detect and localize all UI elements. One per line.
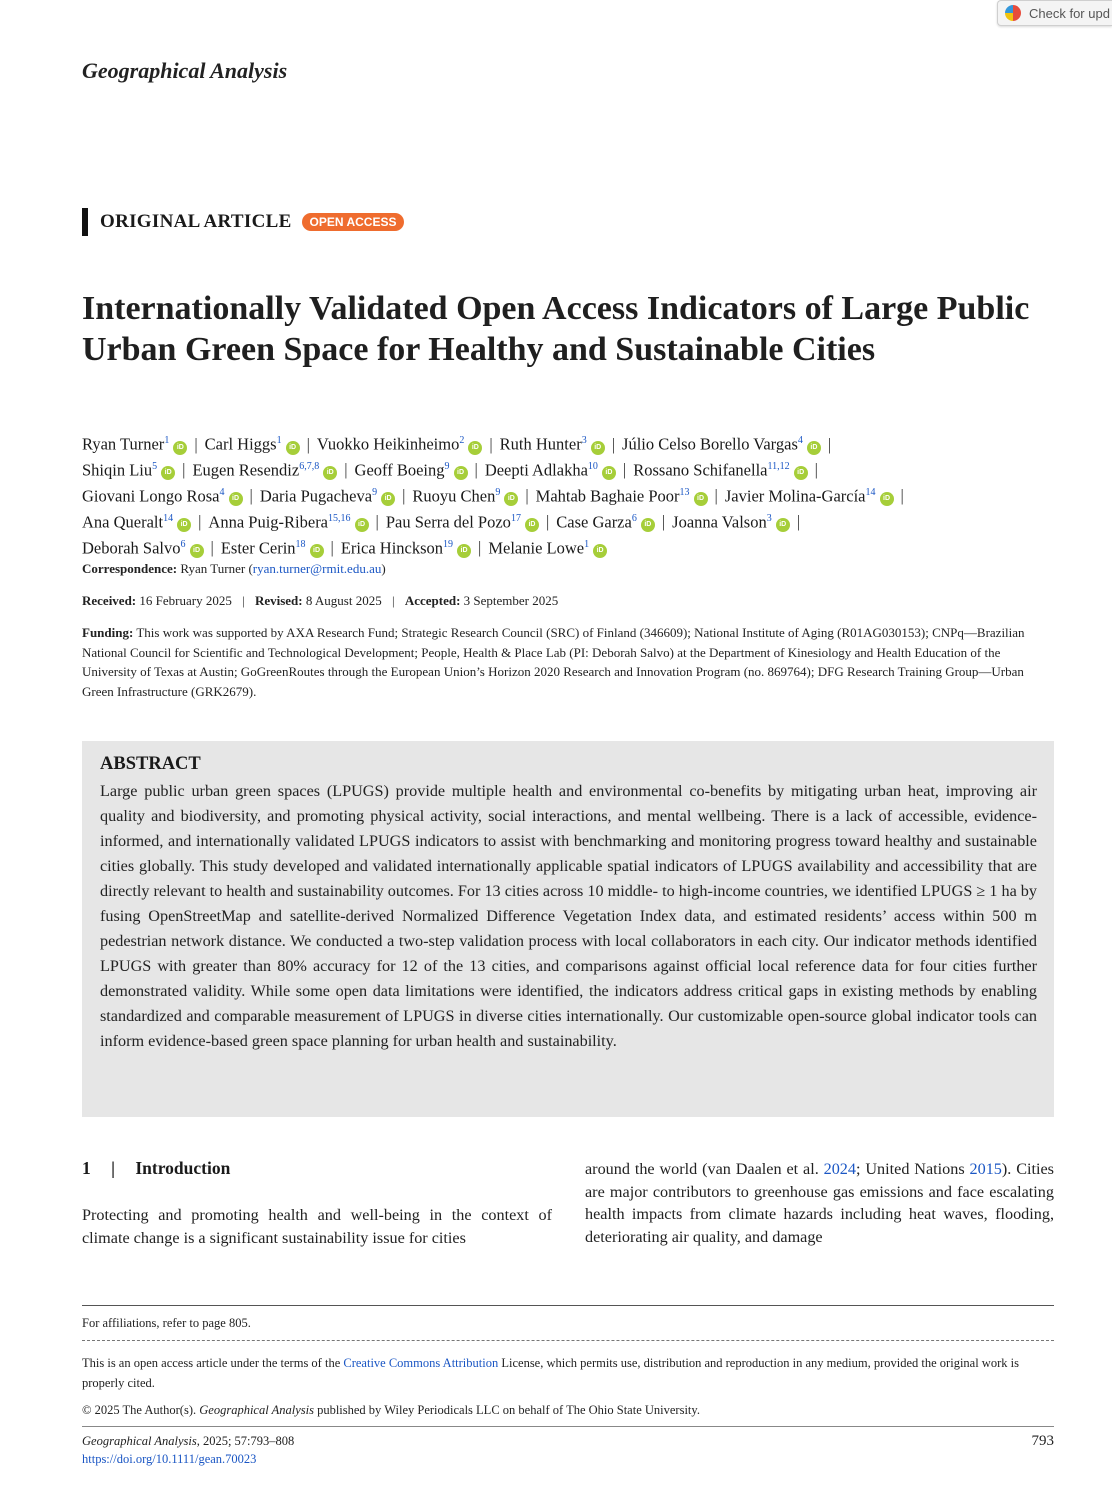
author-separator: |: [714, 486, 718, 506]
author-name: Eugen Resendiz: [192, 460, 300, 480]
abstract-box: [82, 741, 1054, 1117]
funding: [82, 623, 1057, 701]
orcid-icon[interactable]: iD: [776, 518, 790, 532]
orcid-icon[interactable]: iD: [173, 441, 187, 455]
author-affiliation: 11,12: [767, 460, 790, 472]
author-separator: |: [814, 460, 818, 480]
author-affiliation: 18: [295, 538, 306, 550]
orcid-icon[interactable]: iD: [457, 544, 471, 558]
author-affiliation: 4: [797, 435, 803, 446]
correspondence-name: Ryan Turner (: [180, 561, 253, 576]
author-line: [82, 456, 1062, 482]
section-number: 1: [82, 1158, 91, 1178]
author-name: Case Garza: [556, 512, 632, 532]
article-type-bar: [82, 208, 88, 236]
author-name: Melanie Lowe: [488, 538, 585, 558]
author-separator: |: [545, 512, 550, 532]
author-name: Javier Molina-García: [724, 486, 866, 506]
abstract-heading: ABSTRACT: [100, 754, 201, 774]
intro-right-text-c: ). Cities are major contributors to greenhouse gas emissions and face escalating health impacts from climate hazards including heat waves, flooding, deteriorating air quality, and damage: [585, 1160, 1054, 1246]
author-separator: |: [900, 486, 904, 506]
author-separator: |: [474, 460, 478, 480]
copyright-note: [82, 1400, 700, 1420]
author-name: Pau Serra del Pozo: [385, 512, 511, 532]
orcid-icon[interactable]: iD: [161, 466, 175, 480]
author-separator: |: [375, 512, 379, 532]
author-name: Deborah Salvo: [82, 538, 181, 558]
orcid-icon[interactable]: iD: [468, 441, 482, 455]
author-affiliation: 14: [163, 512, 174, 524]
author-name: Carl Higgs: [204, 434, 277, 454]
funding-label: Funding:: [82, 625, 134, 640]
article-type: [82, 208, 404, 236]
author-separator: |: [478, 538, 482, 558]
author-separator: |: [525, 486, 529, 506]
author-separator: |: [249, 486, 253, 506]
accepted-label: Accepted:: [404, 593, 461, 608]
author-separator: |: [182, 460, 186, 480]
intro-right-text-a: around the world (van Daalen et al.: [585, 1160, 824, 1178]
author-affiliation: 10: [587, 460, 598, 472]
author-name: Geoff Boeing: [354, 460, 445, 480]
page-number: 793: [1031, 1433, 1054, 1449]
author-affiliation: 9: [372, 486, 378, 498]
article-dates: Received: 16 February 2025 | Revised: 8 August 2025 | Accepted: 3 September 2025: [82, 593, 559, 608]
author-name: Erica Hinckson: [340, 538, 444, 558]
author-affiliation: 14: [865, 486, 876, 498]
orcid-icon[interactable]: iD: [323, 466, 337, 480]
author-separator: |: [330, 538, 334, 558]
citation-rule: [82, 1426, 1054, 1427]
license-note: [82, 1353, 1057, 1393]
author-name: Rossano Schifanella: [633, 460, 768, 480]
author-separator: |: [622, 460, 627, 480]
author-affiliation: 9: [444, 460, 450, 472]
author-affiliation: 1: [276, 435, 282, 446]
orcid-icon[interactable]: iD: [286, 441, 300, 455]
author-name: Ruoyu Chen: [412, 486, 496, 506]
copyright-text-b: published by Wiley Periodicals LLC on behalf of The Ohio State University.: [313, 1403, 700, 1417]
orcid-icon[interactable]: iD: [190, 544, 204, 558]
orcid-icon[interactable]: iD: [504, 492, 518, 506]
footer-rule: [82, 1305, 1054, 1306]
intro-right-text-b: ; United Nations: [855, 1160, 970, 1178]
orcid-icon[interactable]: iD: [177, 518, 191, 532]
citation: [82, 1432, 294, 1468]
affiliations-note: For affiliations, refer to page 805.: [82, 1316, 251, 1330]
orcid-icon[interactable]: iD: [602, 466, 616, 480]
orcid-icon[interactable]: iD: [229, 492, 243, 506]
correspondence-email[interactable]: ryan.turner@rmit.edu.au: [252, 561, 382, 576]
author-separator: |: [344, 460, 348, 480]
author-separator: |: [306, 434, 310, 454]
funding-text: This work was supported by AXA Research Fund; Strategic Research Council (SRC) of Finland (346609); National Institute of Aging (R01AG030153); CNPq—Brazilian National Council for Scientific and Technological Development; People, Health & Place Lab (PI: Deborah Salvo) at the Department of Kinesiology and Health Education of the University of Texas at Austin; GoGreenRoutes through the European Union’s Horizon 2020 Research and Innovation Program (no. 869764); DFG Research Training Group—Urban Green Infrastructure (GRK2679).: [82, 625, 1025, 699]
revised-date: 8 August 2025: [305, 593, 382, 608]
orcid-icon[interactable]: iD: [807, 441, 821, 455]
author-affiliation: 3: [581, 435, 587, 446]
author-line: [82, 482, 1062, 508]
author-name: Mahtab Baghaie Poor: [535, 486, 680, 506]
orcid-icon[interactable]: iD: [454, 466, 468, 480]
doi-link[interactable]: https://doi.org/10.1111/gean.70023: [82, 1452, 257, 1466]
author-line: [82, 508, 1062, 534]
received-date: 16 February 2025: [139, 593, 232, 608]
correspondence-label: Correspondence:: [82, 561, 178, 576]
author-affiliation: 6,7,8: [299, 460, 320, 472]
abstract-text: Large public urban green spaces (LPUGS) provide multiple health and environmental co-benefits by mitigating urban heat, improving air quality and biodiversity, and promoting physical activity, social interactions, and mental wellbeing. There is a lack of accessible, evidence-informed, and internationally validated LPUGS indicators to assist with benchmarking and monitoring progress toward healthy and sustainable cities globally. This study developed and validated internationally applicable spatial indicators of LPUGS availability and accessibility that are directly relevant to health and sustainability outcomes. For 13 cities across 10 middle- to high-income countries, we identified LPUGS ≥ 1 ha by fusing OpenStreetMap and satellite-derived Normalized Difference Vegetation Index data, and estimated residents’ access within 500 m pedestrian network distance. We conducted a two-step validation process with local collaborators in each city. Our indicator methods identified LPUGS with greater than 80% accuracy for 12 of the 13 cities, and comparisons against official local reference data for four cities further demonstrated validity. While some open data limitations were identified, the indicators address critical gaps in existing methods by enabling standardized and comparable measurement of LPUGS in diverse cities internationally. Our customizable open-source global indicator tools can inform evidence-based green space planning for urban health and sustainability.: [100, 782, 1037, 1050]
author-name: Deepti Adlakha: [484, 460, 588, 480]
license-text-a: This is an open access article under the terms of the: [82, 1356, 344, 1370]
license-link[interactable]: Creative Commons Attribution: [343, 1356, 499, 1370]
citation-link-2024[interactable]: 2024: [823, 1160, 856, 1178]
author-affiliation: 6: [180, 538, 186, 550]
journal-name: Geographical Analysis: [82, 58, 288, 83]
author-line: [82, 534, 1062, 560]
author-name: Ester Cerin: [220, 538, 296, 558]
revised-label: Revised:: [254, 593, 303, 608]
orcid-icon[interactable]: iD: [310, 544, 324, 558]
crossmark-icon: [1005, 5, 1021, 21]
author-separator: |: [194, 434, 198, 454]
author-separator: |: [402, 486, 406, 506]
author-separator: |: [796, 512, 801, 532]
section-title: Introduction: [135, 1158, 231, 1178]
orcid-icon[interactable]: iD: [591, 441, 605, 455]
orcid-icon[interactable]: iD: [794, 466, 808, 480]
author-affiliation: 3: [766, 512, 772, 524]
author-name: Giovani Longo Rosa: [82, 486, 220, 506]
article-type-label: ORIGINAL ARTICLE: [100, 211, 292, 232]
footer-dashed-rule: [82, 1340, 1054, 1341]
intro-left-column: Protecting and promoting health and well-being in the context of climate change is a significant sustainability issue for cities: [82, 1206, 552, 1247]
author-affiliation: 19: [443, 538, 454, 550]
author-affiliation: 2: [459, 435, 465, 446]
open-access-badge: OPEN ACCESS: [302, 213, 405, 231]
intro-right-column: [585, 1158, 1054, 1248]
article-title: Internationally Validated Open Access Indicators of Large Public Urban Green Space for Healthy and Sustainable Cities: [82, 290, 1030, 368]
orcid-icon[interactable]: iD: [593, 544, 607, 558]
author-affiliation: 1: [584, 538, 590, 550]
author-affiliation: 9: [495, 486, 501, 498]
author-affiliation: 17: [510, 512, 521, 524]
author-affiliation: 15,16: [328, 512, 351, 524]
author-line: [82, 430, 1062, 456]
orcid-icon[interactable]: iD: [694, 492, 708, 506]
author-separator: |: [661, 512, 666, 532]
author-name: Ruth Hunter: [499, 434, 582, 454]
author-name: Júlio Celso Borello Vargas: [622, 434, 798, 454]
author-separator: |: [611, 434, 616, 454]
accepted-date: 3 September 2025: [463, 593, 559, 608]
copyright-journal: Geographical Analysis: [199, 1403, 314, 1417]
citation-details: , 2025; 57:793–808: [196, 1434, 295, 1448]
copyright-text-a: © 2025 The Author(s).: [82, 1403, 200, 1417]
received-label: Received:: [82, 593, 137, 608]
check-for-updates-button[interactable]: [997, 0, 1112, 26]
author-affiliation: 5: [152, 460, 158, 472]
author-separator: |: [489, 434, 493, 454]
author-separator: |: [198, 512, 202, 532]
check-for-updates-label: Check for upd: [1029, 5, 1110, 21]
author-name: Ryan Turner: [82, 434, 165, 454]
author-name: Anna Puig-Ribera: [208, 512, 329, 532]
author-affiliation: 4: [219, 486, 225, 498]
orcid-icon[interactable]: iD: [355, 518, 369, 532]
orcid-icon[interactable]: iD: [381, 492, 395, 506]
orcid-icon[interactable]: iD: [641, 518, 655, 532]
author-separator: |: [827, 434, 832, 454]
author-affiliation: 1: [164, 435, 170, 446]
section-separator: |: [111, 1158, 115, 1178]
section-heading: [82, 1158, 230, 1179]
author-affiliation: 6: [631, 512, 637, 524]
author-name: Shiqin Liu: [82, 460, 153, 480]
correspondence-close: ): [381, 561, 386, 576]
author-name: Daria Pugacheva: [259, 486, 373, 506]
author-name: Ana Queralt: [82, 512, 164, 532]
author-name: Joanna Valson: [672, 512, 767, 532]
citation-journal: Geographical Analysis: [82, 1434, 197, 1448]
author-separator: |: [210, 538, 214, 558]
correspondence: [82, 559, 386, 579]
author-name: Vuokko Heikinheimo: [316, 434, 460, 454]
orcid-icon[interactable]: iD: [880, 492, 894, 506]
citation-link-2015[interactable]: 2015: [969, 1160, 1002, 1178]
author-affiliation: 13: [679, 486, 690, 498]
license-text-b: License, which permits use, distribution and reproduction in any medium, provided the original work is properly cited.: [82, 1356, 1019, 1390]
orcid-icon[interactable]: iD: [525, 518, 539, 532]
author-list: [82, 430, 1062, 560]
